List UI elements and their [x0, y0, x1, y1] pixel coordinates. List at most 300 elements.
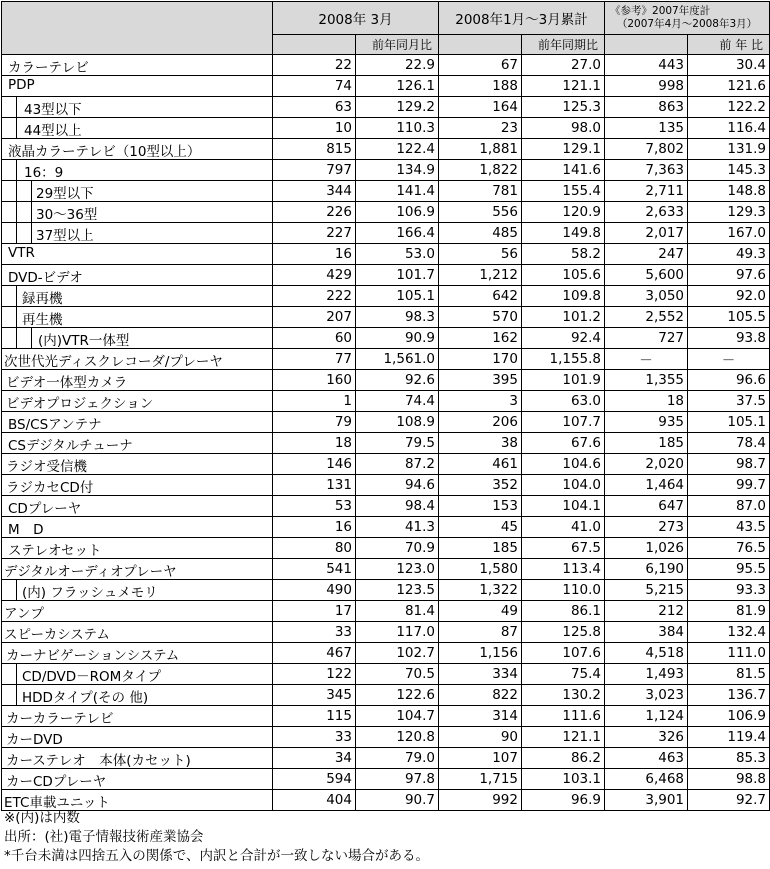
yoy-cumulative-cell: 109.8: [522, 286, 605, 307]
indent-line: [16, 664, 17, 685]
table-row: [2, 454, 770, 475]
units-fy-cell: 18: [605, 391, 688, 412]
yoy-month-cell: 70.9: [356, 538, 439, 559]
units-cumulative-cell: 1,322: [439, 580, 522, 601]
row-label: ラジオ受信機: [6, 459, 87, 475]
units-month-cell: 18: [273, 433, 356, 454]
row-label: 30～36型: [36, 207, 98, 223]
row-label: ビデオ一体型カメラ: [6, 375, 128, 391]
footnotes: [4, 809, 429, 866]
yoy-month-cell: 87.2: [356, 454, 439, 475]
row-label-cell: [2, 391, 273, 412]
units-fy-cell: －: [605, 349, 688, 370]
units-cumulative-cell: 822: [439, 685, 522, 706]
units-cumulative-cell: 461: [439, 454, 522, 475]
units-cumulative-cell: 642: [439, 286, 522, 307]
units-cumulative-cell: 1,156: [439, 643, 522, 664]
yoy-fy-cell: 43.5: [688, 517, 770, 538]
sales-table: [1, 1, 770, 811]
units-month-cell: 74: [273, 76, 356, 97]
units-fy-cell: 2,017: [605, 223, 688, 244]
row-label: VTR: [8, 245, 35, 261]
indent-line: [16, 97, 17, 118]
units-cumulative-cell: 56: [439, 244, 522, 265]
yoy-fy-cell: 78.4: [688, 433, 770, 454]
header-row: [2, 2, 770, 35]
units-month-cell: 344: [273, 181, 356, 202]
units-fy-cell: 2,711: [605, 181, 688, 202]
yoy-cumulative-cell: 75.4: [522, 664, 605, 685]
header-cumulative: 2008年1月～3月累計: [439, 2, 605, 35]
yoy-cumulative-cell: 104.0: [522, 475, 605, 496]
units-cumulative-cell: 87: [439, 622, 522, 643]
row-label-cell: [2, 748, 273, 769]
yoy-cumulative-cell: 121.1: [522, 727, 605, 748]
yoy-fy-cell: 122.2: [688, 97, 770, 118]
yoy-cumulative-cell: 58.2: [522, 244, 605, 265]
units-cumulative-cell: 49: [439, 601, 522, 622]
header-month: 2008年 3月: [273, 2, 439, 35]
units-fy-cell: 4,518: [605, 643, 688, 664]
table-row: [2, 685, 770, 706]
yoy-month-cell: 97.8: [356, 769, 439, 790]
table-row: [2, 76, 770, 97]
yoy-month-cell: 122.6: [356, 685, 439, 706]
units-cumulative-cell: 570: [439, 307, 522, 328]
row-label: DVD-ビデオ: [8, 270, 83, 286]
row-label-cell: [2, 769, 273, 790]
yoy-month-cell: 105.1: [356, 286, 439, 307]
row-label: ETC車載ユニット: [4, 795, 110, 811]
units-fy-cell: 7,363: [605, 160, 688, 181]
units-fy-cell: 727: [605, 328, 688, 349]
table-row: [2, 244, 770, 265]
units-cumulative-cell: 1,715: [439, 769, 522, 790]
units-month-cell: 80: [273, 538, 356, 559]
yoy-cumulative-cell: 149.8: [522, 223, 605, 244]
yoy-fy-cell: 92.0: [688, 286, 770, 307]
yoy-month-cell: 22.9: [356, 55, 439, 76]
footnote-source: 出所：(社)電子情報技術産業協会: [4, 829, 204, 845]
yoy-cumulative-cell: 27.0: [522, 55, 605, 76]
yoy-fy-cell: 105.5: [688, 307, 770, 328]
units-month-cell: 63: [273, 97, 356, 118]
table-row: [2, 307, 770, 328]
row-label: 再生機: [22, 312, 63, 328]
row-label: PDP: [8, 77, 35, 93]
row-label-cell: [2, 643, 273, 664]
units-month-cell: 146: [273, 454, 356, 475]
row-label-cell: [2, 664, 273, 685]
yoy-month-cell: 41.3: [356, 517, 439, 538]
units-fy-cell: 1,464: [605, 475, 688, 496]
yoy-cumulative-cell: 129.1: [522, 139, 605, 160]
row-label-cell: [2, 412, 273, 433]
yoy-cumulative-cell: 98.0: [522, 118, 605, 139]
row-label: ビデオプロジェクション: [6, 396, 154, 412]
units-cumulative-cell: 164: [439, 97, 522, 118]
indent-line: [16, 181, 17, 202]
units-cumulative-cell: 352: [439, 475, 522, 496]
units-month-cell: 222: [273, 286, 356, 307]
units-fy-cell: 1,355: [605, 370, 688, 391]
yoy-month-cell: 1,561.0: [356, 349, 439, 370]
row-label: アンプ: [4, 606, 44, 622]
row-label: 29型以下: [36, 186, 94, 202]
yoy-cumulative-cell: 120.9: [522, 202, 605, 223]
units-fy-cell: 135: [605, 118, 688, 139]
row-label: カーカラーテレビ: [6, 711, 114, 727]
yoy-month-cell: 126.1: [356, 76, 439, 97]
units-cumulative-cell: 3: [439, 391, 522, 412]
row-label-cell: [2, 139, 273, 160]
yoy-fy-cell: 131.9: [688, 139, 770, 160]
table-row: [2, 496, 770, 517]
row-label: BS/CSアンテナ: [8, 417, 102, 433]
table-row: [2, 601, 770, 622]
units-month-cell: 541: [273, 559, 356, 580]
yoy-cumulative-cell: 141.6: [522, 160, 605, 181]
units-cumulative-cell: 314: [439, 706, 522, 727]
yoy-month-cell: 102.7: [356, 643, 439, 664]
yoy-month-cell: 129.2: [356, 97, 439, 118]
units-cumulative-cell: 206: [439, 412, 522, 433]
yoy-cumulative-cell: 104.1: [522, 496, 605, 517]
subheader-yoy-year: 前 年 比: [688, 35, 770, 55]
table-row: [2, 202, 770, 223]
yoy-cumulative-cell: 96.9: [522, 790, 605, 811]
yoy-cumulative-cell: 103.1: [522, 769, 605, 790]
units-fy-cell: 1,124: [605, 706, 688, 727]
units-fy-cell: 247: [605, 244, 688, 265]
units-month-cell: 227: [273, 223, 356, 244]
yoy-month-cell: 98.4: [356, 496, 439, 517]
units-cumulative-cell: 188: [439, 76, 522, 97]
yoy-fy-cell: 81.9: [688, 601, 770, 622]
units-cumulative-cell: 23: [439, 118, 522, 139]
row-label-cell: [2, 244, 273, 265]
table-row: [2, 433, 770, 454]
units-cumulative-cell: 1,212: [439, 265, 522, 286]
yoy-fy-cell: －: [688, 349, 770, 370]
table-row: [2, 748, 770, 769]
yoy-month-cell: 98.3: [356, 307, 439, 328]
table-row: [2, 160, 770, 181]
row-label: CDプレーヤ: [8, 501, 82, 517]
units-month-cell: 17: [273, 601, 356, 622]
yoy-month-cell: 81.4: [356, 601, 439, 622]
units-cumulative-cell: 781: [439, 181, 522, 202]
units-month-cell: 77: [273, 349, 356, 370]
units-month-cell: 33: [273, 727, 356, 748]
row-label-cell: [2, 433, 273, 454]
row-label-cell: [2, 349, 273, 370]
units-month-cell: 122: [273, 664, 356, 685]
yoy-fy-cell: 129.3: [688, 202, 770, 223]
row-label-cell: [2, 601, 273, 622]
units-cumulative-cell: 1,580: [439, 559, 522, 580]
table-row: [2, 55, 770, 76]
row-label-cell: [2, 622, 273, 643]
row-label: HDDタイプ(その 他): [22, 690, 149, 706]
row-label-cell: [2, 496, 273, 517]
indent-line: [16, 580, 17, 601]
units-cumulative-cell: 107: [439, 748, 522, 769]
units-month-cell: 160: [273, 370, 356, 391]
units-fy-cell: 998: [605, 76, 688, 97]
row-label-cell: [2, 97, 273, 118]
yoy-fy-cell: 121.6: [688, 76, 770, 97]
units-cumulative-cell: 334: [439, 664, 522, 685]
yoy-month-cell: 104.7: [356, 706, 439, 727]
row-label-cell: [2, 370, 273, 391]
row-label-cell: [2, 307, 273, 328]
yoy-cumulative-cell: 125.3: [522, 97, 605, 118]
units-cumulative-cell: 556: [439, 202, 522, 223]
units-fy-cell: 2,020: [605, 454, 688, 475]
row-label: カーナビゲーションシステム: [6, 648, 180, 664]
units-month-cell: 33: [273, 622, 356, 643]
units-month-cell: 207: [273, 307, 356, 328]
header-reference-line1: 《参考》2007年度計: [610, 5, 711, 17]
units-month-cell: 60: [273, 328, 356, 349]
units-cumulative-cell: 162: [439, 328, 522, 349]
row-label-cell: [2, 76, 273, 97]
yoy-fy-cell: 148.8: [688, 181, 770, 202]
row-label: 37型以上: [36, 228, 94, 244]
header-corner-cell: [2, 2, 273, 55]
table-row: [2, 349, 770, 370]
yoy-cumulative-cell: 121.1: [522, 76, 605, 97]
yoy-cumulative-cell: 63.0: [522, 391, 605, 412]
row-label-cell: [2, 265, 273, 286]
yoy-fy-cell: 116.4: [688, 118, 770, 139]
yoy-fy-cell: 49.3: [688, 244, 770, 265]
yoy-month-cell: 70.5: [356, 664, 439, 685]
units-month-cell: 815: [273, 139, 356, 160]
yoy-cumulative-cell: 105.6: [522, 265, 605, 286]
table-row: [2, 622, 770, 643]
yoy-cumulative-cell: 104.6: [522, 454, 605, 475]
units-cumulative-cell: 90: [439, 727, 522, 748]
table-row: [2, 328, 770, 349]
subheader-empty-3: [605, 35, 688, 55]
units-cumulative-cell: 185: [439, 538, 522, 559]
yoy-cumulative-cell: 92.4: [522, 328, 605, 349]
yoy-month-cell: 123.5: [356, 580, 439, 601]
yoy-cumulative-cell: 130.2: [522, 685, 605, 706]
yoy-fy-cell: 111.0: [688, 643, 770, 664]
units-fy-cell: 443: [605, 55, 688, 76]
yoy-cumulative-cell: 67.5: [522, 538, 605, 559]
units-fy-cell: 647: [605, 496, 688, 517]
yoy-fy-cell: 97.6: [688, 265, 770, 286]
yoy-month-cell: 90.7: [356, 790, 439, 811]
yoy-cumulative-cell: 110.0: [522, 580, 605, 601]
yoy-fy-cell: 30.4: [688, 55, 770, 76]
row-label: カーステレオ 本体(カセット): [6, 753, 191, 769]
units-cumulative-cell: 1,822: [439, 160, 522, 181]
table-row: [2, 790, 770, 811]
units-month-cell: 467: [273, 643, 356, 664]
yoy-fy-cell: 167.0: [688, 223, 770, 244]
indent-line: [31, 181, 32, 202]
indent-line: [16, 307, 17, 328]
yoy-month-cell: 101.7: [356, 265, 439, 286]
yoy-cumulative-cell: 101.2: [522, 307, 605, 328]
row-label-cell: [2, 286, 273, 307]
row-label-cell: [2, 181, 273, 202]
units-month-cell: 797: [273, 160, 356, 181]
yoy-fy-cell: 87.0: [688, 496, 770, 517]
yoy-fy-cell: 106.9: [688, 706, 770, 727]
yoy-month-cell: 94.6: [356, 475, 439, 496]
table-row: [2, 517, 770, 538]
yoy-cumulative-cell: 67.6: [522, 433, 605, 454]
row-label: 録再機: [22, 291, 63, 307]
indent-line: [16, 160, 17, 181]
row-label-cell: [2, 580, 273, 601]
units-fy-cell: 863: [605, 97, 688, 118]
table-row: [2, 559, 770, 580]
units-fy-cell: 3,901: [605, 790, 688, 811]
units-fy-cell: 2,552: [605, 307, 688, 328]
units-fy-cell: 935: [605, 412, 688, 433]
table-row: [2, 139, 770, 160]
indent-line: [31, 328, 32, 349]
row-label-cell: [2, 118, 273, 139]
row-label-cell: [2, 517, 273, 538]
row-label: ラジカセCD付: [6, 480, 94, 496]
yoy-fy-cell: 119.4: [688, 727, 770, 748]
units-fy-cell: 3,023: [605, 685, 688, 706]
yoy-cumulative-cell: 107.7: [522, 412, 605, 433]
row-label-cell: [2, 727, 273, 748]
units-fy-cell: 7,802: [605, 139, 688, 160]
units-cumulative-cell: 38: [439, 433, 522, 454]
table-row: [2, 223, 770, 244]
table-row: [2, 265, 770, 286]
yoy-cumulative-cell: 113.4: [522, 559, 605, 580]
row-label: 43型以下: [24, 102, 82, 118]
row-label-cell: [2, 706, 273, 727]
row-label: スピーカシステム: [4, 627, 110, 643]
units-month-cell: 404: [273, 790, 356, 811]
units-fy-cell: 384: [605, 622, 688, 643]
row-label-cell: [2, 55, 273, 76]
row-label: (内)VTR一体型: [38, 333, 130, 349]
units-fy-cell: 5,215: [605, 580, 688, 601]
subheader-empty-2: [439, 35, 522, 55]
yoy-month-cell: 141.4: [356, 181, 439, 202]
units-fy-cell: 1,493: [605, 664, 688, 685]
units-month-cell: 10: [273, 118, 356, 139]
indent-line: [16, 328, 17, 349]
yoy-fy-cell: 132.4: [688, 622, 770, 643]
row-label-cell: [2, 790, 273, 811]
units-month-cell: 429: [273, 265, 356, 286]
units-cumulative-cell: 395: [439, 370, 522, 391]
units-cumulative-cell: 153: [439, 496, 522, 517]
yoy-month-cell: 79.0: [356, 748, 439, 769]
units-fy-cell: 1,026: [605, 538, 688, 559]
table-row: [2, 118, 770, 139]
indent-line: [16, 286, 17, 307]
yoy-cumulative-cell: 86.2: [522, 748, 605, 769]
subheader-empty-1: [273, 35, 356, 55]
units-fy-cell: 185: [605, 433, 688, 454]
units-fy-cell: 5,600: [605, 265, 688, 286]
row-label: CSデジタルチューナ: [8, 438, 133, 454]
table-row: [2, 97, 770, 118]
units-month-cell: 594: [273, 769, 356, 790]
row-label: 16：9: [24, 165, 64, 181]
table-row: [2, 412, 770, 433]
yoy-month-cell: 90.9: [356, 328, 439, 349]
table-row: [2, 706, 770, 727]
indent-line: [16, 202, 17, 223]
indent-line: [16, 223, 17, 244]
units-month-cell: 345: [273, 685, 356, 706]
yoy-fy-cell: 93.3: [688, 580, 770, 601]
row-label: 液晶カラーテレビ（10型以上）: [8, 144, 201, 160]
row-label: カラーテレビ: [8, 60, 89, 76]
yoy-month-cell: 123.0: [356, 559, 439, 580]
units-cumulative-cell: 992: [439, 790, 522, 811]
yoy-month-cell: 117.0: [356, 622, 439, 643]
row-label-cell: [2, 160, 273, 181]
header-reference-line2: （2007年4月～2008年3月）: [616, 18, 758, 30]
yoy-fy-cell: 95.5: [688, 559, 770, 580]
yoy-fy-cell: 76.5: [688, 538, 770, 559]
units-fy-cell: 3,050: [605, 286, 688, 307]
units-month-cell: 16: [273, 244, 356, 265]
yoy-cumulative-cell: 41.0: [522, 517, 605, 538]
yoy-month-cell: 110.3: [356, 118, 439, 139]
table-row: [2, 727, 770, 748]
units-month-cell: 79: [273, 412, 356, 433]
units-fy-cell: 463: [605, 748, 688, 769]
yoy-cumulative-cell: 86.1: [522, 601, 605, 622]
row-label: カーCDプレーヤ: [6, 774, 107, 790]
row-label: CD/DVD－ROMタイプ: [22, 669, 162, 685]
table-row: [2, 643, 770, 664]
yoy-fy-cell: 85.3: [688, 748, 770, 769]
row-label-cell: [2, 559, 273, 580]
units-month-cell: 226: [273, 202, 356, 223]
yoy-fy-cell: 92.7: [688, 790, 770, 811]
yoy-fy-cell: 98.8: [688, 769, 770, 790]
row-label: (内) フラッシュメモリ: [22, 585, 158, 601]
table-row: [2, 664, 770, 685]
table-row: [2, 475, 770, 496]
yoy-month-cell: 166.4: [356, 223, 439, 244]
yoy-cumulative-cell: 111.6: [522, 706, 605, 727]
row-label-cell: [2, 328, 273, 349]
row-label-cell: [2, 538, 273, 559]
row-label-cell: [2, 685, 273, 706]
units-cumulative-cell: 45: [439, 517, 522, 538]
units-cumulative-cell: 1,881: [439, 139, 522, 160]
yoy-fy-cell: 136.7: [688, 685, 770, 706]
units-fy-cell: 326: [605, 727, 688, 748]
indent-line: [31, 202, 32, 223]
yoy-cumulative-cell: 1,155.8: [522, 349, 605, 370]
units-month-cell: 53: [273, 496, 356, 517]
table-row: [2, 580, 770, 601]
indent-line: [31, 223, 32, 244]
yoy-month-cell: 53.0: [356, 244, 439, 265]
